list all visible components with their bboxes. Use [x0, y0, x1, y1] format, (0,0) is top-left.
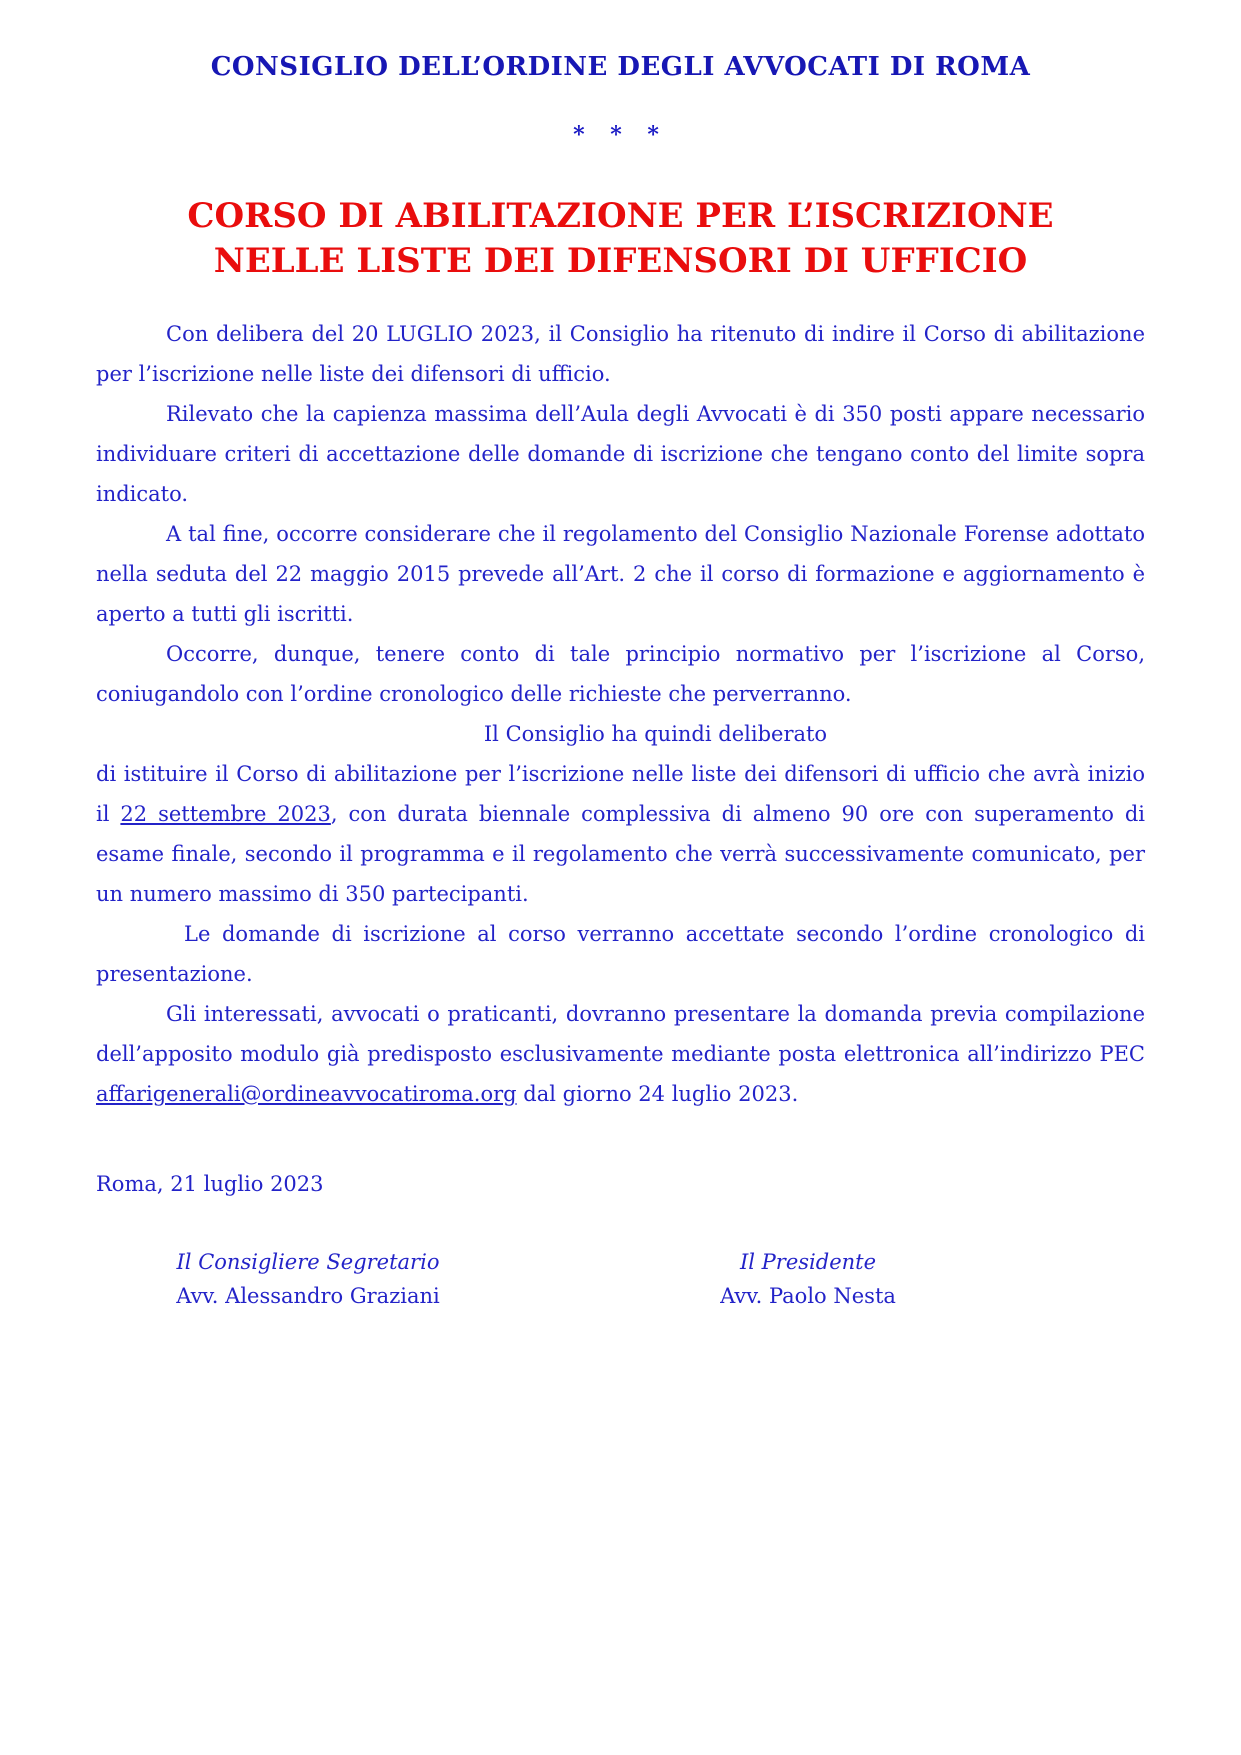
signature-president-name: Avv. Paolo Nesta	[720, 1284, 896, 1308]
organization-title: CONSIGLIO DELL’ORDINE DEGLI AVVOCATI DI ROMA	[210, 52, 1031, 82]
course-title	[96, 194, 1145, 284]
paragraph-interessati	[96, 994, 1145, 1114]
asterisk-separator: * * *	[573, 122, 668, 148]
place-date-line: Roma, 21 luglio 2023	[96, 1172, 324, 1196]
paragraph-domande: Le domande di iscrizione al corso verranno accettate secondo l’ordine cronologico di presentazione.	[96, 922, 1145, 986]
course-title-line1: CORSO DI ABILITAZIONE PER L’ISCRIZIONE	[187, 196, 1054, 236]
deliberation-heading: Il Consiglio ha quindi deliberato	[483, 722, 828, 746]
paragraph-principio: Occorre, dunque, tenere conto di tale principio normativo per l’iscrizione al Corso, coniugandolo con l’ordine cronologico delle richieste che perverranno.	[96, 642, 1145, 706]
paragraph-regolamento: A tal fine, occorre considerare che il regolamento del Consiglio Nazionale Forense adottato nella seduta del 22 maggio 2015 prevede all’Art. 2 che il corso di formazione e aggiornamento è aperto a tutti gli iscritti.	[96, 522, 1145, 626]
signature-section	[96, 1245, 1145, 1313]
signature-president	[608, 1245, 1008, 1313]
paragraph-interessati-text-end: dal giorno 24 luglio 2023.	[516, 1082, 799, 1106]
pec-email-link[interactable]: affarigenerali@ordineavvocatiroma.org	[96, 1082, 517, 1106]
document-body	[96, 314, 1145, 1114]
signature-secretary-name: Avv. Alessandro Graziani	[176, 1284, 440, 1308]
signature-secretary	[108, 1245, 508, 1313]
signature-secretary-role: Il Consigliere Segretario	[176, 1250, 440, 1274]
course-start-date: 22 settembre 2023	[120, 802, 331, 826]
paragraph-istituzione-text-start: di istituire il Corso di abilitazione per l’iscrizione nelle liste dei difensori di ufficio che avrà inizio il	[96, 762, 1145, 826]
paragraph-capienza: Rilevato che la capienza massima dell’Aula degli Avvocati è di 350 posti appare necessario individuare criteri di accettazione delle domande di iscrizione che tengano conto del limite sopra indicato.	[96, 402, 1145, 506]
signature-president-role: Il Presidente	[739, 1250, 877, 1274]
course-title-line2: NELLE LISTE DEI DIFENSORI DI UFFICIO	[213, 241, 1028, 281]
paragraph-delibera: Con delibera del 20 LUGLIO 2023, il Consiglio ha ritenuto di indire il Corso di abilitazione per l’iscrizione nelle liste dei difensori di ufficio.	[96, 322, 1145, 386]
paragraph-istituzione	[96, 754, 1145, 914]
paragraph-interessati-text-start: Gli interessati, avvocati o praticanti, dovranno presentare la domanda previa compilazione dell’apposito modulo già predisposto esclusivamente mediante posta elettronica all’indirizzo PEC	[96, 1002, 1145, 1066]
paragraph-istituzione-text-end: , con durata biennale complessiva di almeno 90 ore con superamento di esame finale, secondo il programma e il regolamento che verrà successivamente comunicato, per un numero massimo di 350 partecipanti.	[96, 802, 1145, 906]
